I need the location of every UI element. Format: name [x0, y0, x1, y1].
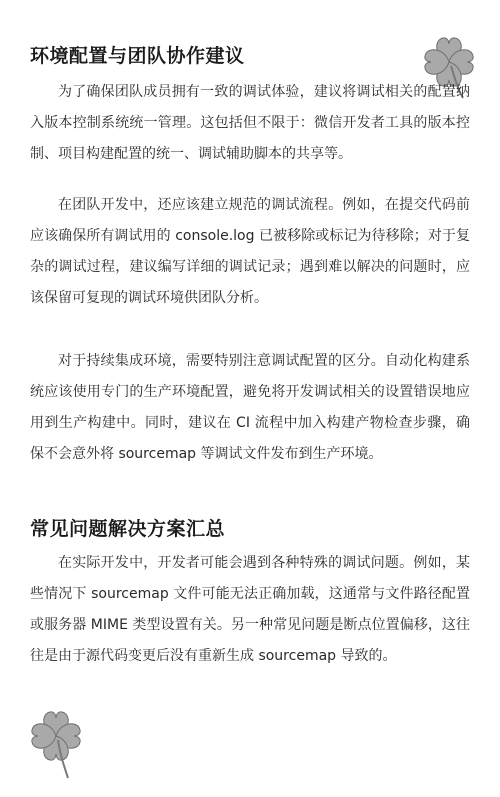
- section-title: 常见问题解决方案汇总: [30, 518, 226, 540]
- clover-icon: [24, 704, 88, 782]
- section-title: 环境配置与团队协作建议: [30, 45, 245, 67]
- paragraph: 在团队开发中，还应该建立规范的调试流程。例如，在提交代码前应该确保所有调试用的 console.log 已被移除或标记为待移除；对于复杂的调试过程，建议编写详细的调试记录；遇到难以解决的问题时，应该保留可复现的调试环境供团队分析。: [30, 197, 470, 306]
- paragraph: 在实际开发中，开发者可能会遇到各种特殊的调试问题。例如，某些情况下 sourcemap 文件可能无法正确加载，这通常与文件路径配置或服务器 MIME 类型设置有关。另一种常见问题是断点位置偏移，这往往是由于源代码变更后没有重新生成 sourcemap 导致的。: [30, 555, 470, 664]
- paragraph: 为了确保团队成员拥有一致的调试体验，建议将调试相关的配置纳入版本控制系统统一管理。这包括但不限于：微信开发者工具的版本控制、项目构建配置的统一、调试辅助脚本的共享等。: [30, 84, 470, 162]
- paragraph: 对于持续集成环境，需要特别注意调试配置的区分。自动化构建系统应该使用专门的生产环境配置，避免将开发调试相关的设置错误地应用到生产构建中。同时，建议在 CI 流程中加入构建产物检查步骤，确保不会意外将 sourcemap 等调试文件发布到生产环境。: [30, 353, 470, 462]
